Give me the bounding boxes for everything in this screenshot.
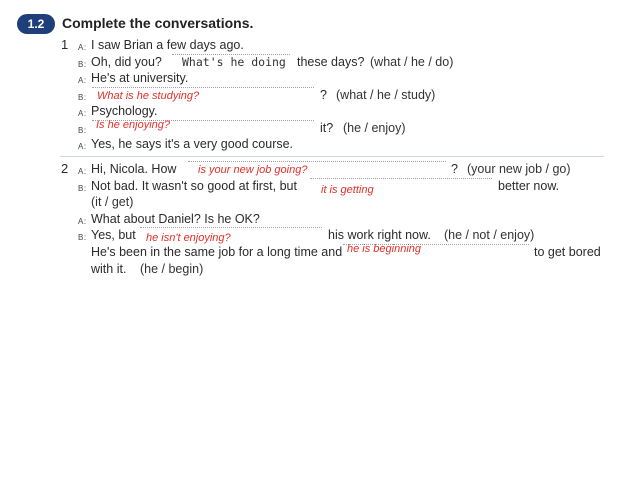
speaker-label: A: [78, 109, 87, 118]
conv1-line-7 [0, 136, 640, 152]
speaker-label: B: [78, 184, 87, 193]
speaker-label: B: [78, 60, 87, 69]
exercise-title: Complete the conversations. [62, 15, 254, 31]
verb-hint: (your new job / go) [467, 162, 571, 176]
dialogue-text: Hi, Nicola. How [91, 162, 177, 176]
answer-field[interactable]: is your new job going? [198, 164, 308, 176]
exercise-number-badge: 1.2 [17, 14, 55, 34]
speaker-label: B: [78, 93, 87, 102]
dialogue-text: ? [451, 162, 458, 176]
conv1-line-3 [0, 70, 640, 86]
conv2-line-3 [0, 211, 640, 227]
dialogue-text: ? [320, 88, 327, 102]
conv2-line-1 [0, 161, 640, 177]
conv1-line-4 [0, 87, 640, 103]
conv2-line-6 [0, 261, 640, 277]
conversation-number: 2 [61, 161, 69, 176]
speaker-label: B: [78, 233, 87, 242]
verb-hint: (what / he / do) [370, 55, 454, 69]
speaker-label: B: [78, 126, 87, 135]
dialogue-text: these days? [297, 55, 365, 69]
answer-field[interactable]: What's he doing [182, 55, 286, 69]
verb-hint: (he / enjoy) [343, 121, 406, 135]
answer-field[interactable]: Is he enjoying? [96, 119, 170, 131]
verb-hint: (it / get) [91, 195, 134, 209]
dialogue-text: He's at university. [91, 71, 189, 85]
dialogue-text: I saw Brian a few days ago. [91, 38, 244, 52]
dialogue-text: What about Daniel? Is he OK? [91, 212, 260, 226]
dialogue-text: Yes, he says it's a very good course. [91, 137, 294, 151]
speaker-label: A: [78, 43, 87, 52]
answer-field[interactable]: he isn't enjoying? [146, 232, 231, 244]
answer-field[interactable]: What is he studying? [97, 90, 200, 102]
conv1-line-1 [0, 37, 640, 53]
dialogue-text: Psychology. [91, 104, 158, 118]
answer-blank-line [310, 178, 492, 179]
speaker-label: A: [78, 76, 87, 85]
speaker-label: A: [78, 142, 87, 151]
dialogue-text: his work right now. [328, 228, 431, 242]
conv2-line-5 [0, 244, 640, 260]
conv2-line-4 [0, 227, 640, 243]
dialogue-text: Yes, but [91, 228, 136, 242]
dialogue-text: to get bored [534, 245, 601, 259]
conversation-number: 1 [61, 37, 69, 52]
verb-hint: (he / not / enjoy) [444, 228, 535, 242]
answer-field[interactable]: he is beginning [347, 243, 422, 255]
answer-blank-line [140, 227, 322, 228]
conv1-line-2 [0, 54, 640, 70]
conv1-line-6 [0, 120, 640, 136]
dialogue-text: with it. [91, 262, 127, 276]
dialogue-text: it? [320, 121, 334, 135]
conv2-line-2b [0, 194, 640, 210]
conv2-line-2 [0, 178, 640, 194]
dialogue-text: better now. [498, 179, 560, 193]
dialogue-text: Oh, did you? [91, 55, 162, 69]
verb-hint: (he / begin) [140, 262, 204, 276]
answer-field[interactable]: it is getting [321, 184, 374, 196]
section-divider [60, 156, 604, 157]
dialogue-text: He's been in the same job for a long time and [91, 245, 343, 259]
speaker-label: A: [78, 217, 87, 226]
dialogue-text: Not bad. It wasn't so good at first, but [91, 179, 297, 193]
verb-hint: (what / he / study) [336, 88, 436, 102]
speaker-label: A: [78, 167, 87, 176]
